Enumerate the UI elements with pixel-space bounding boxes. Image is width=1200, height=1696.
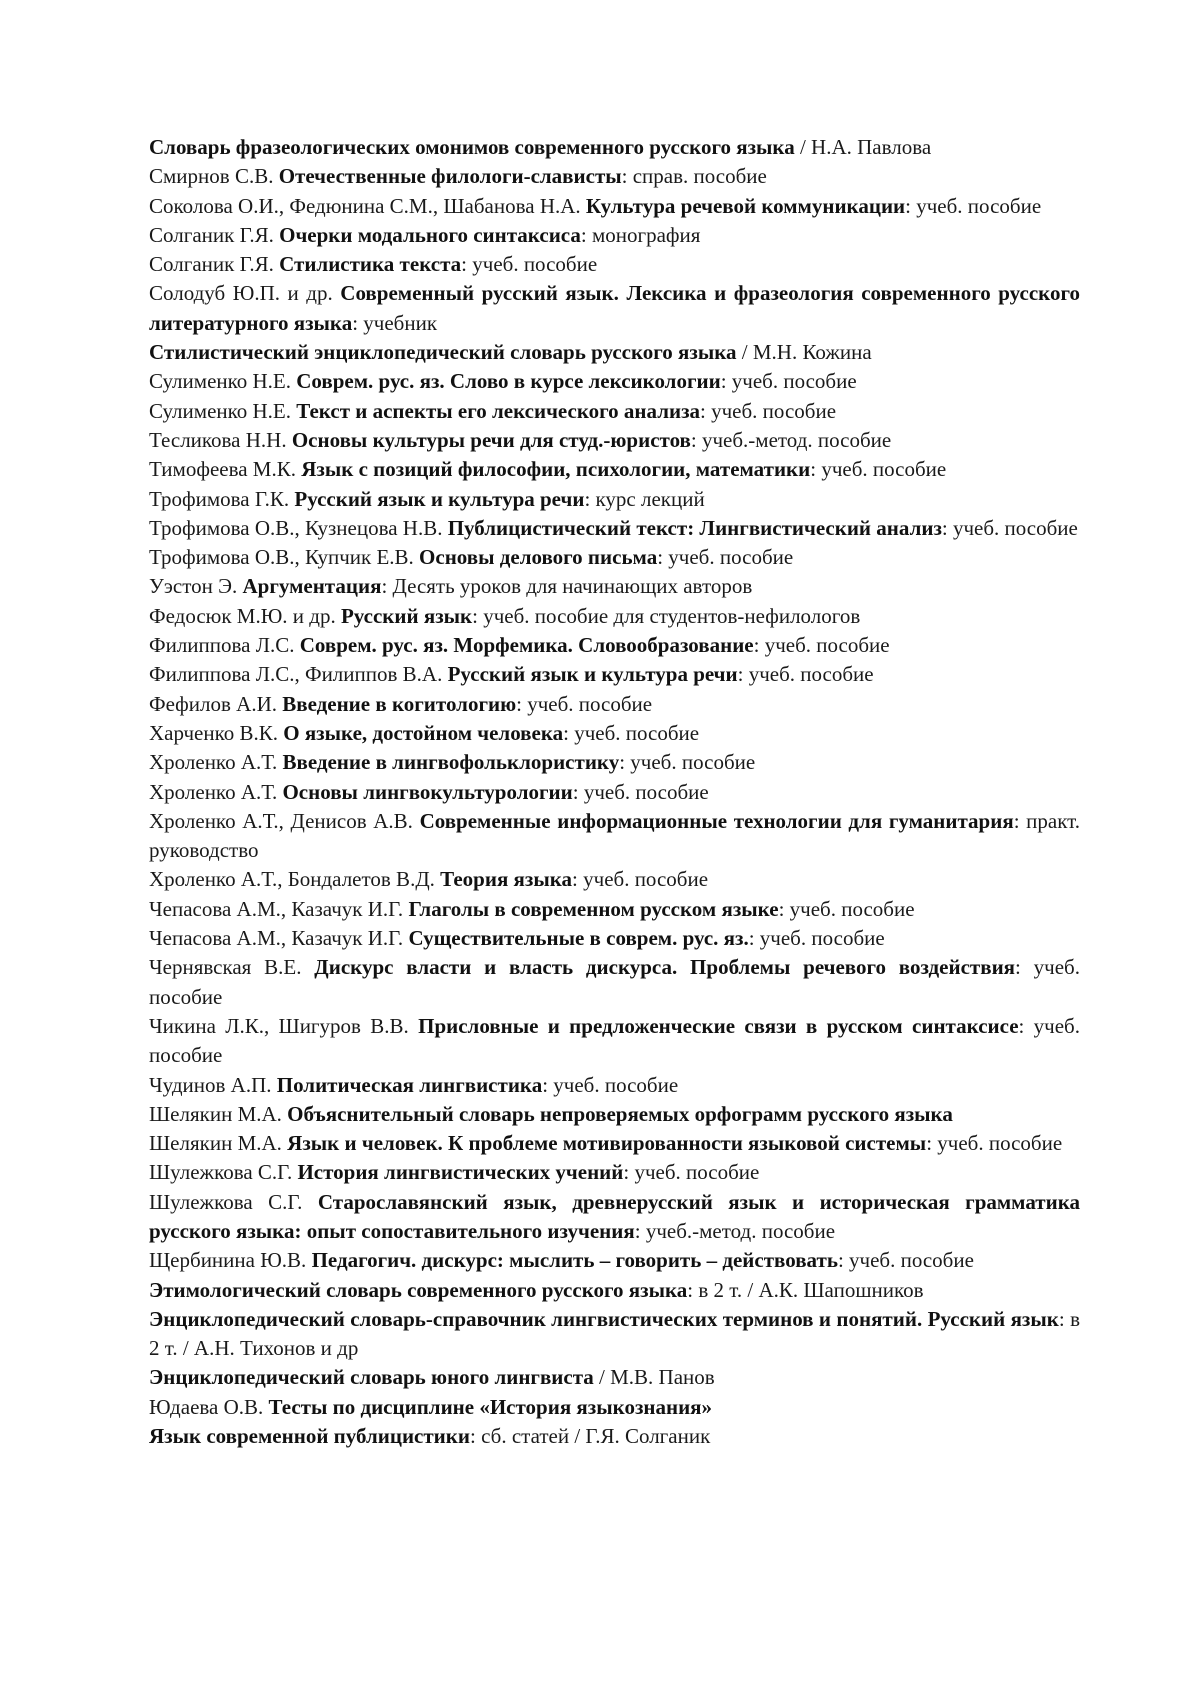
entry-title: Теория языка bbox=[440, 867, 573, 892]
bibliography-entry bbox=[149, 1276, 1080, 1305]
entry-author: Тимофеева М.К. bbox=[149, 457, 302, 482]
bibliography-entry bbox=[149, 778, 1080, 807]
entry-title: Отечественные филологи-слависты bbox=[278, 164, 622, 189]
entry-details: : учеб. пособие bbox=[516, 691, 653, 716]
entry-author: Трофимова О.В., Кузнецова Н.В. bbox=[149, 515, 448, 540]
entry-title: Культура речевой коммуникации bbox=[585, 193, 906, 218]
entry-details: : учеб. пособие bbox=[926, 1131, 1063, 1156]
bibliography-entry bbox=[149, 895, 1080, 924]
entry-author: Трофимова О.В., Купчик Е.В. bbox=[149, 545, 420, 570]
entry-title: Стилистика текста bbox=[279, 252, 462, 277]
entry-details: : учеб. пособие для студентов-нефилологов bbox=[472, 603, 861, 628]
entry-title: Энциклопедический словарь-справочник лингвистических терминов и понятий. Русский язык bbox=[149, 1306, 1059, 1331]
entry-details: : учеб. пособие bbox=[657, 545, 794, 570]
entry-author: Чернявская В.Е. bbox=[149, 955, 315, 980]
entry-author: Филиппова Л.С. bbox=[149, 633, 300, 658]
entry-author: Шелякин М.А. bbox=[149, 1131, 288, 1156]
entry-details: : учеб. пособие bbox=[941, 515, 1078, 540]
entry-details: : монография bbox=[580, 222, 701, 247]
bibliography-entry bbox=[149, 1363, 1080, 1392]
entry-author: Тесликова Н.Н. bbox=[149, 427, 292, 452]
entry-title: Энциклопедический словарь юного лингвиста bbox=[149, 1365, 594, 1390]
bibliography-entry bbox=[149, 953, 1080, 1012]
entry-details: : Десять уроков для начинающих авторов bbox=[381, 574, 753, 599]
entry-author: Уэстон Э. bbox=[149, 574, 243, 599]
bibliography-entry bbox=[149, 1305, 1080, 1364]
entry-author: Чепасова А.М., Казачук И.Г. bbox=[149, 896, 409, 921]
bibliography-entry bbox=[149, 1393, 1080, 1422]
entry-details: : учеб. пособие bbox=[720, 369, 857, 394]
entry-details: : в 2 т. / А.К. Шапошников bbox=[687, 1277, 924, 1302]
entry-title: Тесты по дисциплине «История языкознания» bbox=[268, 1394, 713, 1419]
entry-author: Хроленко А.Т. bbox=[149, 750, 283, 775]
entry-details: : сб. статей / Г.Я. Солганик bbox=[469, 1424, 711, 1449]
entry-title: Основы культуры речи для студ.-юристов bbox=[291, 427, 691, 452]
entry-details: : учебник bbox=[352, 310, 438, 335]
entry-title: О языке, достойном человека bbox=[283, 720, 564, 745]
entry-title: Этимологический словарь современного русского языка bbox=[149, 1277, 688, 1302]
entry-author: Чепасова А.М., Казачук И.Г. bbox=[149, 926, 409, 951]
entry-details: : учеб. пособие bbox=[572, 867, 709, 892]
entry-author: Харченко В.К. bbox=[149, 720, 284, 745]
entry-title: Русский язык bbox=[340, 603, 473, 628]
bibliography-entry bbox=[149, 133, 1080, 162]
entry-details: : учеб. пособие bbox=[753, 633, 890, 658]
bibliography-entry bbox=[149, 543, 1080, 572]
entry-details: : учеб. пособие bbox=[623, 1160, 760, 1185]
entry-details: : справ. пособие bbox=[621, 164, 767, 189]
bibliography-entry bbox=[149, 631, 1080, 660]
entry-author: Солганик Г.Я. bbox=[149, 222, 280, 247]
entry-title: Публицистический текст: Лингвистический анализ bbox=[447, 515, 942, 540]
entry-title: Язык с позиций философии, психологии, математики bbox=[301, 457, 811, 482]
entry-title: Дискурс власти и власть дискурса. Проблемы речевого воздействия bbox=[314, 955, 1016, 980]
entry-title: Объяснительный словарь непроверяемых орфограмм русского языка bbox=[287, 1101, 953, 1126]
entry-author: Щербинина Ю.В. bbox=[149, 1248, 312, 1273]
entry-title: История лингвистических учений bbox=[297, 1160, 624, 1185]
entry-title: Старославянский язык, древнерусский язык и историческая грамматика русского языка: опыт сопоставительного изучения bbox=[149, 1189, 1080, 1243]
entry-title: Основы лингвокультурологии bbox=[282, 779, 573, 804]
bibliography-entry bbox=[149, 719, 1080, 748]
bibliography-entry bbox=[149, 1158, 1080, 1187]
bibliography-entry bbox=[149, 338, 1080, 367]
bibliography-entry bbox=[149, 485, 1080, 514]
entry-title: Педагогич. дискурс: мыслить – говорить – действовать bbox=[311, 1248, 838, 1273]
entry-details: : практ. руководство bbox=[149, 808, 1080, 863]
bibliography-entry bbox=[149, 279, 1080, 338]
entry-title: Введение в когитологию bbox=[282, 691, 517, 716]
entry-details: : учеб.-метод. пособие bbox=[634, 1218, 836, 1243]
bibliography-entry bbox=[149, 514, 1080, 543]
entry-author: Соколова О.И., Федюнина С.М., Шабанова Н.А. bbox=[149, 193, 586, 218]
entry-details: / М.Н. Кожина bbox=[736, 340, 872, 365]
bibliography-list bbox=[149, 133, 1080, 1451]
entry-details: : учеб. пособие bbox=[149, 1013, 1080, 1068]
entry-author: Смирнов С.В. bbox=[149, 164, 279, 189]
entry-title: Введение в лингвофольклористику bbox=[282, 750, 620, 775]
entry-title: Современные информационные технологии для гуманитария bbox=[419, 808, 1014, 833]
entry-title: Язык и человек. К проблеме мотивированности языковой системы bbox=[287, 1131, 927, 1156]
entry-details: : учеб. пособие bbox=[837, 1248, 974, 1273]
entry-details: : учеб. пособие bbox=[461, 252, 598, 277]
bibliography-entry bbox=[149, 367, 1080, 396]
entry-title: Русский язык и культура речи bbox=[294, 486, 585, 511]
entry-author: Хроленко А.Т., Денисов А.В. bbox=[149, 808, 420, 833]
entry-author: Шулежкова С.Г. bbox=[149, 1189, 318, 1214]
entry-details: / М.В. Панов bbox=[593, 1365, 715, 1390]
bibliography-entry bbox=[149, 660, 1080, 689]
entry-title: Текст и аспекты его лексического анализа bbox=[296, 398, 701, 423]
entry-title: Существительные в соврем. рус. яз. bbox=[408, 926, 749, 951]
entry-title: Присловные и предложенческие связи в русском синтаксисе bbox=[418, 1013, 1019, 1038]
bibliography-entry bbox=[149, 690, 1080, 719]
bibliography-entry bbox=[149, 426, 1080, 455]
entry-details: : учеб. пособие bbox=[810, 457, 947, 482]
entry-details: : учеб. пособие bbox=[778, 896, 915, 921]
entry-author: Шелякин М.А. bbox=[149, 1101, 288, 1126]
bibliography-entry bbox=[149, 1422, 1080, 1451]
bibliography-entry bbox=[149, 221, 1080, 250]
entry-details: : учеб.-метод. пособие bbox=[690, 427, 892, 452]
entry-title: Аргументация bbox=[242, 574, 382, 599]
entry-author: Чудинов А.П. bbox=[149, 1072, 277, 1097]
bibliography-entry bbox=[149, 1129, 1080, 1158]
entry-details: : в 2 т. / А.Н. Тихонов и др bbox=[149, 1306, 1081, 1361]
entry-details: : учеб. пособие bbox=[619, 750, 756, 775]
entry-title: Язык современной публицистики bbox=[149, 1424, 470, 1449]
entry-title: Стилистический энциклопедический словарь русского языка bbox=[149, 340, 737, 365]
entry-author: Филиппова Л.С., Филиппов В.А. bbox=[149, 662, 448, 687]
entry-author: Чикина Л.К., Шигуров В.В. bbox=[149, 1013, 419, 1038]
bibliography-entry bbox=[149, 807, 1080, 866]
entry-title: Русский язык и культура речи bbox=[447, 662, 738, 687]
bibliography-entry bbox=[149, 397, 1080, 426]
entry-author: Солганик Г.Я. bbox=[149, 252, 280, 277]
entry-details: : учеб. пособие bbox=[737, 662, 874, 687]
entry-author: Фефилов А.И. bbox=[149, 691, 283, 716]
entry-author: Шулежкова С.Г. bbox=[149, 1160, 298, 1185]
entry-details: : учеб. пособие bbox=[572, 779, 709, 804]
entry-details: : учеб. пособие bbox=[149, 955, 1080, 1009]
entry-title: Политическая лингвистика bbox=[276, 1072, 543, 1097]
entry-author: Юдаева О.В. bbox=[149, 1394, 269, 1419]
entry-title: Основы делового письма bbox=[419, 545, 658, 570]
entry-details: : учеб. пособие bbox=[542, 1072, 679, 1097]
bibliography-entry bbox=[149, 924, 1080, 953]
bibliography-entry bbox=[149, 192, 1080, 221]
entry-author: Сулименко Н.Е. bbox=[149, 369, 297, 394]
entry-details: : учеб. пособие bbox=[905, 193, 1042, 218]
entry-title: Глаголы в современном русском языке bbox=[408, 896, 779, 921]
entry-author: Трофимова Г.К. bbox=[149, 486, 295, 511]
bibliography-entry bbox=[149, 865, 1080, 894]
entry-title: Словарь фразеологических омонимов современного русского языка bbox=[149, 135, 795, 159]
bibliography-entry bbox=[149, 1100, 1080, 1129]
entry-details: : учеб. пособие bbox=[748, 926, 885, 951]
entry-title: Очерки модального синтаксиса bbox=[279, 222, 581, 247]
bibliography-entry bbox=[149, 250, 1080, 279]
entry-author: Хроленко А.Т. bbox=[149, 779, 283, 804]
bibliography-entry bbox=[149, 748, 1080, 777]
bibliography-entry bbox=[149, 1188, 1080, 1247]
entry-details: : учеб. пособие bbox=[563, 720, 700, 745]
bibliography-entry bbox=[149, 455, 1080, 484]
entry-author: Федосюк М.Ю. и др. bbox=[149, 603, 341, 628]
entry-details: : учеб. пособие bbox=[700, 398, 837, 423]
bibliography-entry bbox=[149, 1071, 1080, 1100]
entry-author: Сулименко Н.Е. bbox=[149, 398, 297, 423]
entry-details: / Н.А. Павлова bbox=[794, 135, 932, 159]
bibliography-entry bbox=[149, 162, 1080, 191]
bibliography-entry bbox=[149, 602, 1080, 631]
bibliography-entry bbox=[149, 1246, 1080, 1275]
entry-title: Соврем. рус. яз. Слово в курсе лексикологии bbox=[296, 369, 721, 394]
entry-title: Современный русский язык. Лексика и фразеология современного русского литературного языка bbox=[149, 281, 1080, 335]
bibliography-entry bbox=[149, 1012, 1080, 1071]
entry-author: Солодуб Ю.П. и др. bbox=[149, 281, 341, 306]
entry-details: : курс лекций bbox=[584, 486, 705, 511]
entry-author: Хроленко А.Т., Бондалетов В.Д. bbox=[149, 867, 441, 892]
bibliography-entry bbox=[149, 572, 1080, 601]
entry-title: Соврем. рус. яз. Морфемика. Словообразование bbox=[299, 633, 754, 658]
